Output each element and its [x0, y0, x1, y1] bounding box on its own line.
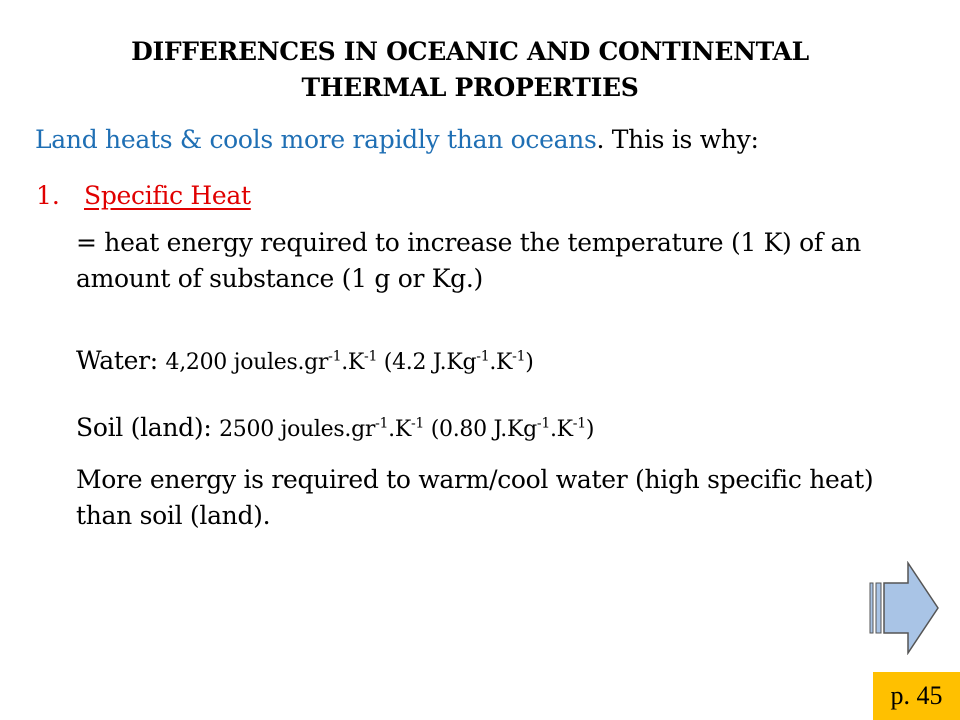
soil-close-paren: ) — [585, 417, 595, 442]
list-number: 1. — [36, 181, 60, 210]
soil-exp-3: -1 — [536, 415, 550, 432]
water-label: Water: — [76, 346, 166, 375]
next-arrow-icon[interactable] — [868, 561, 940, 655]
list-heading: Specific Heat — [84, 181, 251, 210]
intro-highlight: Land heats & cools more rapidly than oceans — [35, 125, 597, 154]
soil-exp-1: -1 — [375, 415, 389, 432]
slide-title — [60, 34, 880, 106]
water-alt-unit-k: .K — [489, 350, 513, 375]
soil-exp-4: -1 — [572, 415, 586, 432]
soil-exp-2: -1 — [410, 415, 425, 432]
soil-alt-value: (0.80 J.Kg — [424, 417, 537, 442]
soil-value — [219, 417, 594, 442]
list-item-specific-heat — [36, 178, 251, 214]
soil-specific-heat — [76, 410, 594, 448]
water-exp-2: -1 — [364, 348, 378, 365]
water-exp-4: -1 — [512, 348, 526, 365]
soil-unit-k: .K — [388, 417, 411, 442]
soil-value-main: 2500 joules.gr — [219, 417, 376, 442]
definition-text: = heat energy required to increase the temperature (1 K) of an amount of substance (1 g or Kg.) — [76, 228, 861, 293]
conclusion-text: More energy is required to warm/cool water (high specific heat) than soil (land). — [76, 465, 874, 530]
title-line-2: THERMAL PROPERTIES — [301, 73, 639, 102]
title-line-1: DIFFERENCES IN OCEANIC AND CONTINENTAL — [131, 37, 809, 66]
soil-label: Soil (land): — [76, 413, 220, 442]
soil-alt-unit-k: .K — [549, 417, 573, 442]
water-exp-3: -1 — [476, 348, 490, 365]
water-specific-heat — [76, 343, 534, 381]
water-value — [166, 350, 534, 375]
page-number-badge: p. 45 — [873, 672, 960, 720]
water-close-paren: ) — [525, 350, 534, 375]
intro-rest: . This is why: — [596, 125, 759, 154]
water-exp-1: -1 — [328, 348, 342, 365]
water-alt-value: (4.2 J.Kg — [377, 350, 477, 375]
intro-sentence — [35, 120, 759, 160]
water-unit-k: .K — [341, 350, 365, 375]
water-value-main: 4,200 joules.gr — [165, 350, 329, 375]
